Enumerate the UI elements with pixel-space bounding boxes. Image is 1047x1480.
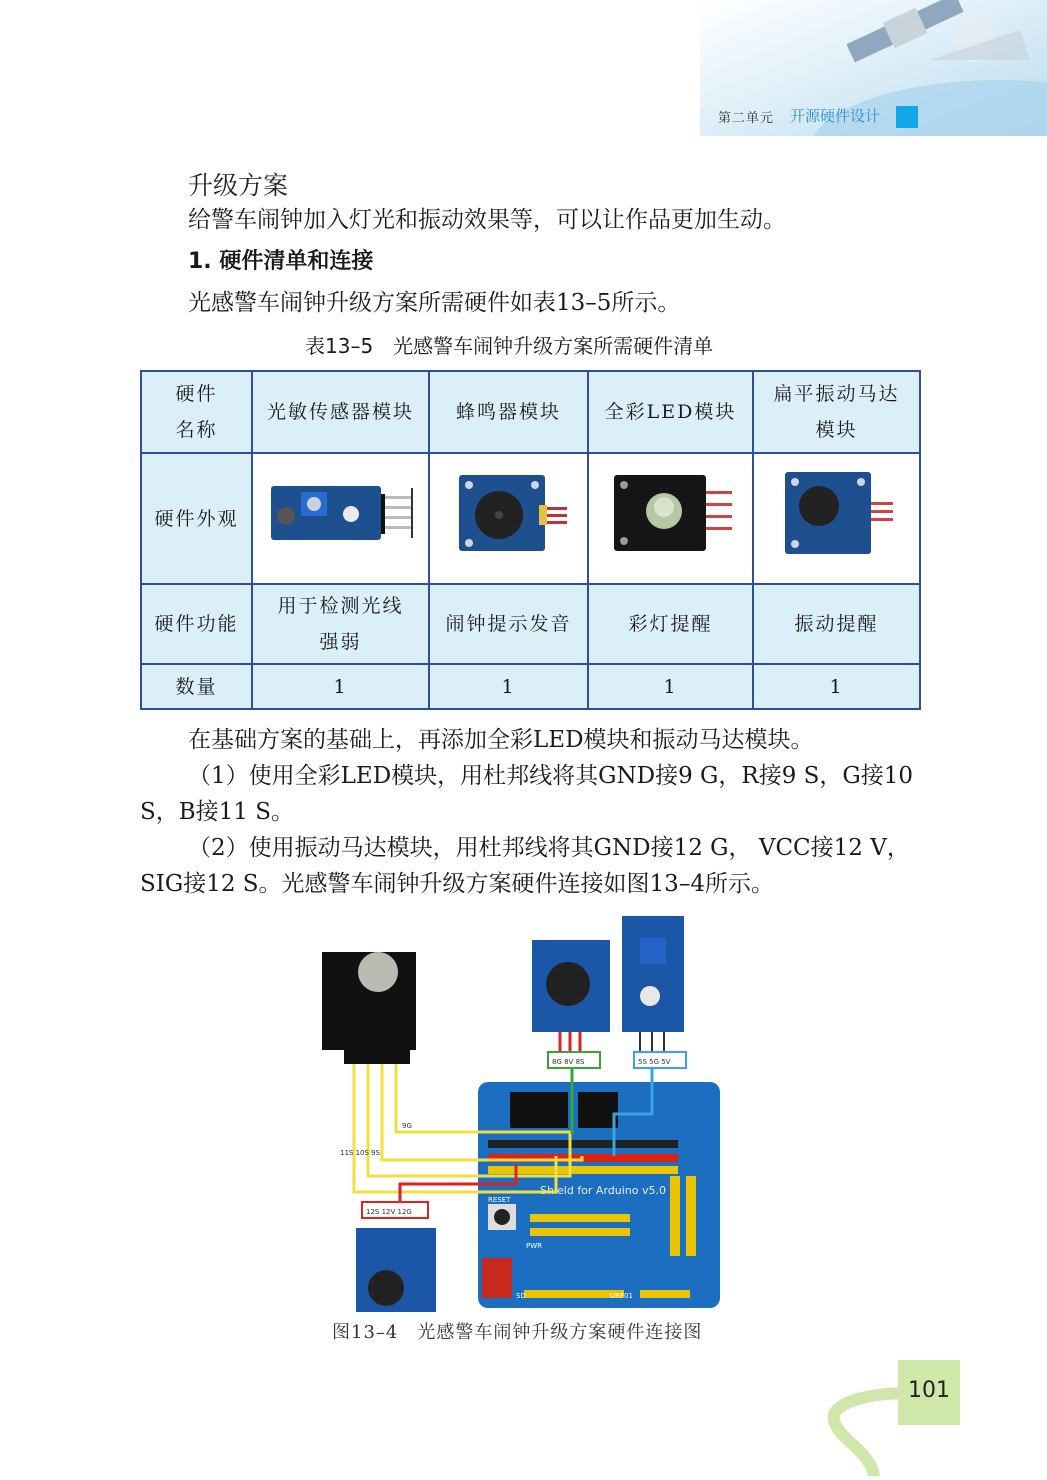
cell-quantity-rgb-led: 1	[588, 664, 753, 709]
light-sensor-module	[622, 916, 684, 1032]
row-header-name: 硬件 名称	[141, 371, 252, 453]
unit-marker-square	[896, 106, 918, 128]
shield-text: Shield for Arduino v5.0	[540, 1184, 667, 1197]
paragraph-base-plan: 在基础方案的基础上，再添加全彩LED模块和振动马达模块。	[188, 727, 814, 753]
intro-paragraph: 给警车闹钟加入灯光和振动效果等，可以让作品更加生动。	[188, 207, 786, 233]
vibration-pin-labels: 12S 12V 12G	[366, 1208, 412, 1216]
table-row-quantity	[141, 664, 920, 709]
table-reference-paragraph: 光感警车闹钟升级方案所需硬件如表13–5所示。	[188, 290, 681, 316]
unit-label: 第二单元	[718, 111, 775, 126]
vibration-motor-module-image	[753, 453, 920, 584]
page-number: 101	[908, 1378, 950, 1403]
table-row-appearance	[141, 453, 920, 584]
paragraph-step-1-cont: S，B接11 S。	[140, 799, 294, 825]
pwr-label: PWR	[526, 1242, 543, 1250]
hardware-table	[140, 370, 921, 710]
pin-9g-label: 9G	[402, 1122, 412, 1130]
buzzer-module-image	[429, 453, 588, 584]
cell-function-buzzer: 闹钟提示发音	[429, 584, 588, 664]
rgb-led-module-image	[588, 453, 753, 584]
cell-function-rgb-led: 彩灯提醒	[588, 584, 753, 664]
sub-heading: 1. 硬件清单和连接	[188, 249, 374, 274]
cell-name-rgb-led: 全彩LED模块	[588, 371, 753, 453]
row-header-quantity: 数量	[141, 664, 252, 709]
connection-diagram	[320, 914, 725, 1314]
table-caption: 表13–5 光感警车闹钟升级方案所需硬件清单	[305, 334, 714, 358]
paragraph-step-1: （1）使用全彩LED模块，用杜邦线将其GND接9 G，R接9 S，G接10	[188, 763, 914, 789]
sensor-pin-labels: 5S 5G 5V	[638, 1058, 671, 1066]
figure-caption: 图13–4 光感警车闹钟升级方案硬件连接图	[332, 1322, 703, 1343]
table-row-function	[141, 584, 920, 664]
cell-name-vibration-motor: 扁平振动马达 模块	[753, 371, 920, 453]
light-sensor-module-image	[252, 453, 429, 584]
buzzer-pin-labels: 8G 8V 8S	[552, 1058, 585, 1066]
cell-name-light-sensor: 光敏传感器模块	[252, 371, 429, 453]
sd-label: SD	[516, 1292, 526, 1300]
table-row-name	[141, 371, 920, 453]
cell-function-light-sensor: 用于检测光线 强弱	[252, 584, 429, 664]
cell-quantity-light-sensor: 1	[252, 664, 429, 709]
paragraph-step-2: （2）使用振动马达模块，用杜邦线将其GND接12 G， VCC接12 V，	[188, 835, 910, 861]
cell-name-buzzer: 蜂鸣器模块	[429, 371, 588, 453]
cell-function-vibration-motor: 振动提醒	[753, 584, 920, 664]
cell-quantity-buzzer: 1	[429, 664, 588, 709]
reset-label: RESET	[488, 1196, 511, 1204]
section-title: 升级方案	[188, 171, 289, 200]
row-header-function: 硬件功能	[141, 584, 252, 664]
urf-label: URF01	[610, 1292, 633, 1300]
row-header-appearance: 硬件外观	[141, 453, 252, 584]
cell-quantity-vibration-motor: 1	[753, 664, 920, 709]
paragraph-step-2-cont: SIG接12 S。光感警车闹钟升级方案硬件连接如图13–4所示。	[140, 871, 774, 897]
led-pin-labels: 11S 10S 9S	[340, 1149, 381, 1157]
unit-title: 开源硬件设计	[790, 107, 881, 125]
